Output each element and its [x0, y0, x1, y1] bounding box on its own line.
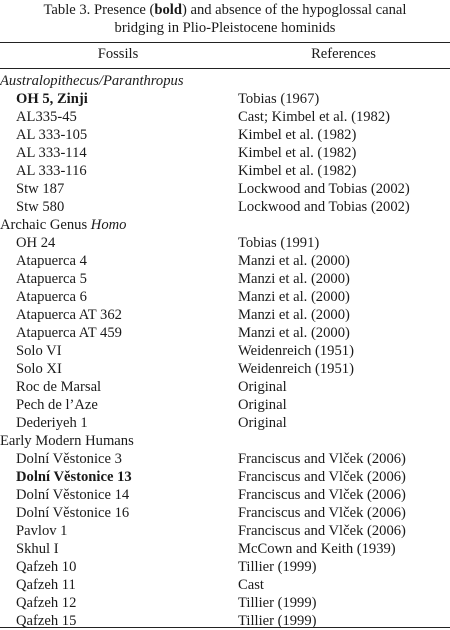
table-row	[0, 180, 450, 198]
table-row	[0, 396, 450, 414]
reference-cell: Manzi et al. (2000)	[238, 307, 350, 323]
table-row	[0, 324, 450, 342]
table-row	[0, 144, 450, 162]
table-row	[0, 126, 450, 144]
reference-cell: Original	[238, 397, 287, 413]
reference-cell: Tillier (1999)	[238, 595, 317, 611]
fossil-cell: Atapuerca AT 362	[16, 307, 122, 323]
fossil-cell: OH 5, Zinji	[16, 91, 88, 107]
fossil-cell: Solo VI	[16, 343, 62, 359]
fossil-cell: Atapuerca 5	[16, 271, 87, 287]
fossil-cell: Skhul I	[16, 541, 59, 557]
fossil-cell: Atapuerca 4	[16, 253, 87, 269]
reference-cell: McCown and Keith (1939)	[238, 541, 396, 557]
reference-cell: Manzi et al. (2000)	[238, 289, 350, 305]
table-row	[0, 270, 450, 288]
table-row	[0, 450, 450, 468]
bottom-rule	[0, 627, 450, 628]
reference-cell: Kimbel et al. (1982)	[238, 163, 357, 179]
reference-cell: Original	[238, 379, 287, 395]
fossil-cell: Pech de l’Aze	[16, 397, 98, 413]
reference-cell: Franciscus and Vlček (2006)	[238, 523, 406, 539]
reference-cell: Tillier (1999)	[238, 559, 317, 575]
fossil-cell: Stw 580	[16, 199, 65, 215]
table-row	[0, 504, 450, 522]
header-rule	[0, 68, 450, 69]
group-title-text: Early Modern Humans	[0, 433, 134, 449]
fossil-cell: Dolní Věstonice 3	[16, 451, 122, 467]
fossil-cell: AL 333-116	[16, 163, 87, 179]
caption-bold-word: bold	[154, 2, 182, 18]
top-rule	[0, 42, 450, 43]
group-heading	[0, 72, 450, 90]
fossil-cell: Roc de Marsal	[16, 379, 102, 395]
fossil-cell: Atapuerca 6	[16, 289, 87, 305]
fossil-cell: Dolní Věstonice 16	[16, 505, 130, 521]
table-row	[0, 468, 450, 486]
table-row	[0, 414, 450, 432]
group-heading	[0, 432, 450, 450]
caption-line-2: bridging in Plio-Pleistocene hominids	[114, 20, 336, 36]
table-row	[0, 162, 450, 180]
table-row	[0, 360, 450, 378]
references-header: References	[311, 46, 376, 62]
fossil-cell: Qafzeh 15	[16, 613, 77, 629]
group-title	[0, 72, 184, 90]
group-title	[0, 216, 126, 234]
table-row	[0, 234, 450, 252]
reference-cell: Cast	[238, 577, 264, 593]
reference-cell: Tillier (1999)	[238, 613, 317, 629]
reference-cell: Tobias (1967)	[238, 91, 320, 107]
table-row	[0, 540, 450, 558]
fossil-cell: Dolní Věstonice 14	[16, 487, 130, 503]
group-heading	[0, 216, 450, 234]
group-title-text: Archaic Genus	[0, 217, 91, 233]
reference-cell: Kimbel et al. (1982)	[238, 145, 357, 161]
reference-cell: Franciscus and Vlček (2006)	[238, 505, 406, 521]
table-row	[0, 486, 450, 504]
table-caption	[0, 1, 450, 37]
table-row	[0, 288, 450, 306]
table-row	[0, 342, 450, 360]
table-row	[0, 378, 450, 396]
reference-cell: Franciscus and Vlček (2006)	[238, 469, 406, 485]
group-title-italic: Homo	[90, 217, 127, 233]
reference-cell: Franciscus and Vlček (2006)	[238, 487, 406, 503]
fossil-cell: Pavlov 1	[16, 523, 68, 539]
reference-cell: Weidenreich (1951)	[238, 343, 354, 359]
table-row	[0, 108, 450, 126]
table-row	[0, 252, 450, 270]
table-row	[0, 90, 450, 108]
table-row	[0, 306, 450, 324]
fossil-cell: Dederiyeh 1	[16, 415, 88, 431]
reference-cell: Tobias (1991)	[238, 235, 320, 251]
reference-cell: Original	[238, 415, 287, 431]
group-title	[0, 432, 134, 450]
fossil-cell: AL 333-114	[16, 145, 87, 161]
reference-cell: Manzi et al. (2000)	[238, 253, 350, 269]
fossils-header: Fossils	[97, 46, 139, 62]
fossil-cell: Qafzeh 12	[16, 595, 77, 611]
caption-prefix: Table 3. Presence (	[43, 2, 155, 18]
fossil-cell: OH 24	[16, 235, 56, 251]
caption-suffix: ) and absence of the hypoglossal canal	[181, 2, 407, 18]
reference-cell: Lockwood and Tobias (2002)	[238, 181, 410, 197]
caption-line-1	[0, 1, 450, 19]
table-row	[0, 576, 450, 594]
reference-cell: Kimbel et al. (1982)	[238, 127, 357, 143]
table-body	[0, 72, 450, 630]
group-title-text: Australopithecus/Paranthropus	[0, 73, 184, 89]
reference-cell: Manzi et al. (2000)	[238, 271, 350, 287]
fossil-cell: Stw 187	[16, 181, 65, 197]
fossil-cell: Atapuerca AT 459	[16, 325, 122, 341]
fossil-cell: Solo XI	[16, 361, 62, 377]
reference-cell: Weidenreich (1951)	[238, 361, 354, 377]
fossil-cell: Dolní Věstonice 13	[16, 469, 132, 485]
table-row	[0, 558, 450, 576]
reference-cell: Lockwood and Tobias (2002)	[238, 199, 410, 215]
table-row	[0, 522, 450, 540]
reference-cell: Franciscus and Vlček (2006)	[238, 451, 406, 467]
fossil-cell: AL335-45	[16, 109, 77, 125]
fossil-cell: Qafzeh 11	[16, 577, 76, 593]
table-row	[0, 198, 450, 216]
reference-cell: Manzi et al. (2000)	[238, 325, 350, 341]
fossil-cell: Qafzeh 10	[16, 559, 77, 575]
table-row	[0, 594, 450, 612]
reference-cell: Cast; Kimbel et al. (1982)	[238, 109, 390, 125]
fossil-cell: AL 333-105	[16, 127, 88, 143]
